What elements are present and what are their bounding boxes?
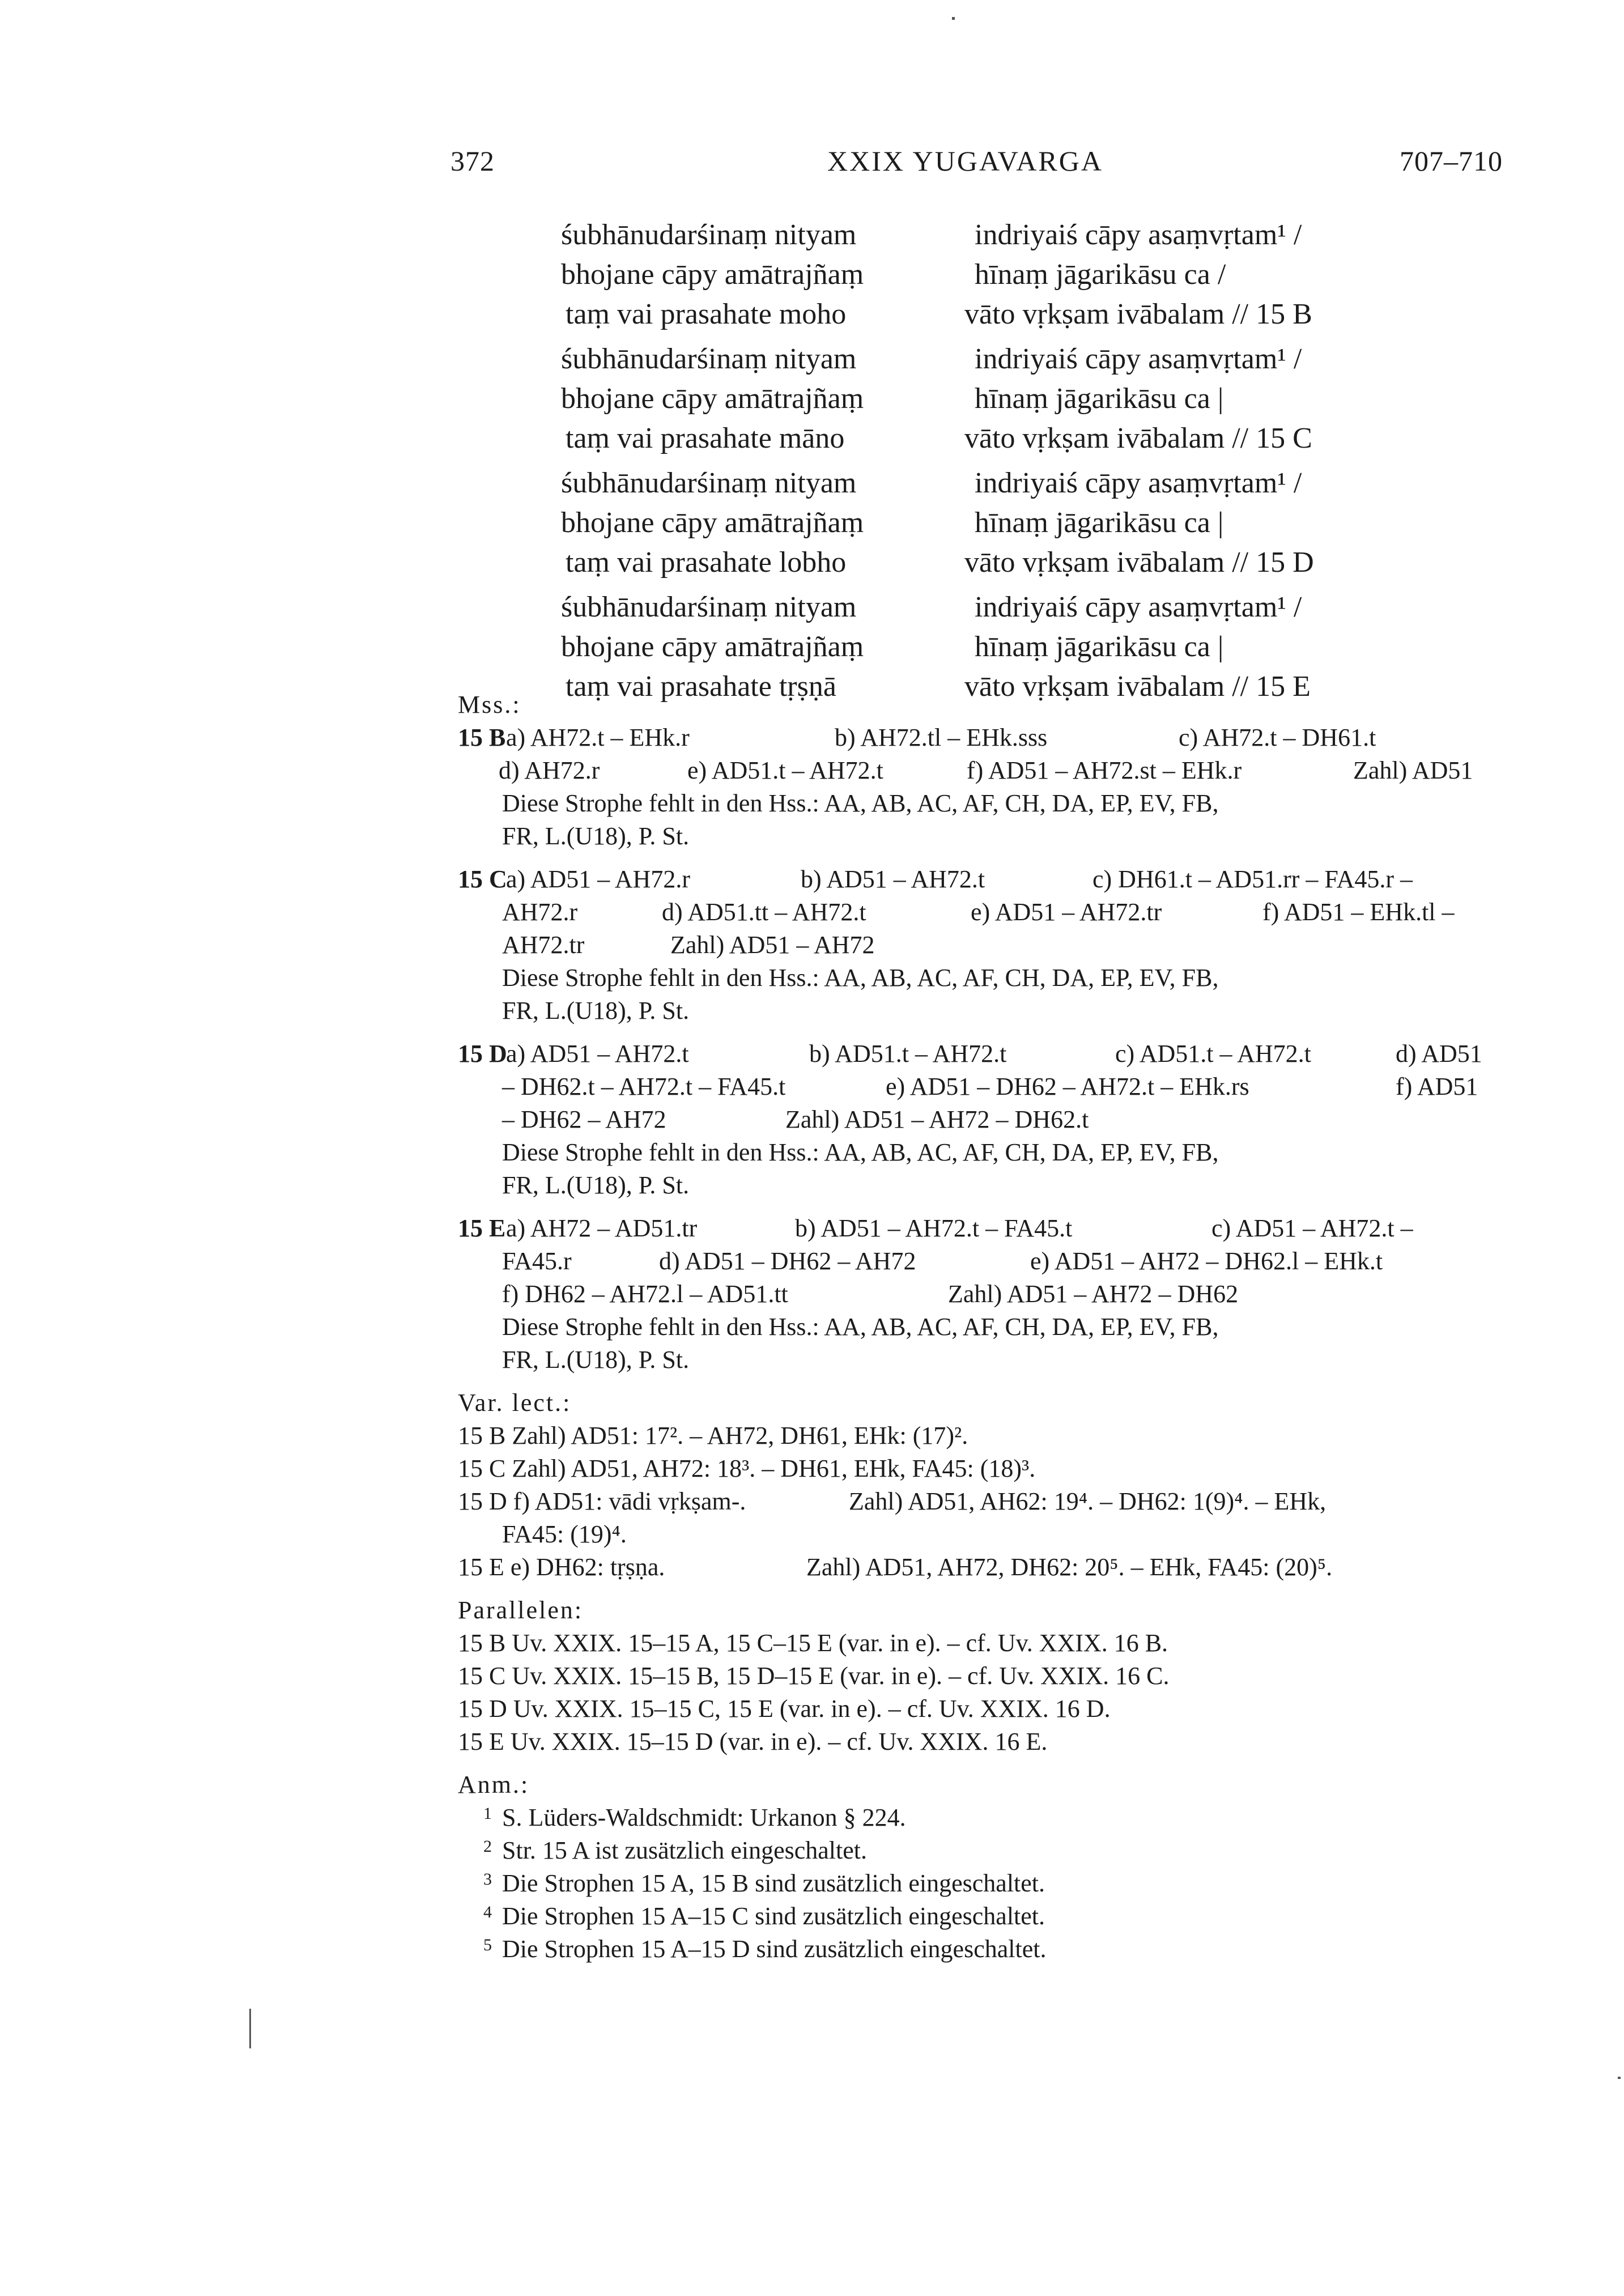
witness: e) AD51.t – AH72.t: [687, 756, 883, 784]
missing-note: Diese Strophe fehlt in den Hss.: AA, AB, AC, AF, CH, DA, EP, EV, FB,: [502, 1313, 1219, 1341]
verse-line-left: bhojane cāpy amātrajñaṃ: [561, 631, 864, 663]
verse-line-right: hīnaṃ jāgarikāsu ca /: [975, 258, 1226, 291]
verse-line-right: indriyaiś cāpy asaṃvṛtam¹ /: [975, 591, 1302, 623]
verse-line-right: indriyaiś cāpy asaṃvṛtam¹ /: [975, 467, 1302, 499]
missing-note: FR, L.(U18), P. St.: [502, 822, 690, 850]
missing-note: FR, L.(U18), P. St.: [502, 1346, 690, 1374]
witness: e) AD51 – AH72.tr: [971, 898, 1162, 926]
missing-note: FR, L.(U18), P. St.: [502, 997, 690, 1024]
mss-entry-15c: [458, 863, 1523, 1027]
witness: c) AH72.t – DH61.t: [1179, 724, 1376, 751]
witness: f) AD51 – EHk.tl –: [1262, 898, 1455, 926]
footnote-number: 1: [483, 1804, 492, 1823]
verse-block: [561, 215, 1524, 712]
scan-mark: [1618, 2077, 1621, 2079]
verse-line-left: bhojane cāpy amātrajñaṃ: [561, 382, 864, 415]
parallel-line: 15 C Uv. XXIX. 15–15 B, 15 D–15 E (var. in e). – cf. Uv. XXIX. 16 C.: [458, 1662, 1170, 1690]
verse-line-right: vāto vṛkṣam ivābalam // 15 E: [964, 670, 1311, 703]
critical-apparatus: [458, 688, 1523, 1976]
verse-line-left: śubhānudarśinaṃ nityam: [561, 343, 857, 375]
chapter-title: XXIX YUGAVARGA: [827, 145, 1103, 177]
verse-15d: [561, 464, 1524, 582]
witness: f) DH62 – AH72.l – AD51.tt: [502, 1280, 788, 1308]
missing-note: Diese Strophe fehlt in den Hss.: AA, AB, AC, AF, CH, DA, EP, EV, FB,: [502, 789, 1219, 817]
verse-line-right: hīnaṃ jāgarikāsu ca |: [975, 507, 1224, 539]
witness: d) AD51 – DH62 – AH72: [659, 1247, 916, 1275]
variant-line: Zahl) AD51, AH62: 19⁴. – DH62: 1(9)⁴. – EHk,: [849, 1487, 1327, 1515]
witness: AH72.r: [502, 898, 578, 926]
witness: AH72.tr: [502, 931, 585, 959]
anm-heading: Anm.:: [458, 1771, 530, 1798]
footnote-text: Str. 15 A ist zusätzlich eingeschaltet.: [502, 1836, 867, 1864]
verse-15b: [561, 215, 1524, 334]
parallel-line: 15 E Uv. XXIX. 15–15 D (var. in e). – cf. Uv. XXIX. 16 E.: [458, 1728, 1048, 1755]
variant-line: 15 C Zahl) AD51, AH72: 18³. – DH61, EHk, FA45: (18)³.: [458, 1455, 1036, 1482]
witness: a) AD51 – AH72.t: [506, 1040, 689, 1068]
witness: Zahl) AD51 – AH72 – DH62.t: [785, 1106, 1089, 1133]
page-number: 372: [450, 145, 495, 177]
witness: Zahl) AD51 – AH72 – DH62: [948, 1280, 1239, 1308]
verse-line-right: hīnaṃ jāgarikāsu ca |: [975, 382, 1224, 415]
witness: c) AD51.t – AH72.t: [1115, 1040, 1311, 1068]
verse-line-right: hīnaṃ jāgarikāsu ca |: [975, 631, 1224, 663]
witness: FA45.r: [502, 1247, 572, 1275]
scan-mark: [249, 2009, 251, 2048]
footnote-text: Die Strophen 15 A, 15 B sind zusätzlich eingeschaltet.: [502, 1869, 1045, 1897]
scan-mark: [952, 17, 955, 20]
mss-entry-15b: [458, 721, 1523, 853]
verse-line-left: bhojane cāpy amātrajñaṃ: [561, 258, 864, 291]
missing-note: FR, L.(U18), P. St.: [502, 1171, 690, 1199]
verse-line-left: śubhānudarśinaṃ nityam: [561, 591, 857, 623]
witness: – DH62 – AH72: [502, 1106, 666, 1133]
verse-range: 707–710: [1400, 145, 1503, 177]
verse-line-left: bhojane cāpy amātrajñaṃ: [561, 507, 864, 539]
witness: b) AD51 – AH72.t – FA45.t: [795, 1214, 1073, 1242]
footnote-text: Die Strophen 15 A–15 C sind zusätzlich eingeschaltet.: [502, 1902, 1045, 1930]
footnote-number: 5: [483, 1936, 492, 1954]
verse-line-left: śubhānudarśinaṃ nityam: [561, 467, 857, 499]
footnote-number: 3: [483, 1870, 492, 1889]
parallelen-block: [458, 1627, 1523, 1758]
entry-label: 15 E: [458, 1214, 506, 1242]
witness: b) AH72.tl – EHk.sss: [835, 724, 1048, 751]
variant-line: 15 D f) AD51: vādi vṛkṣam-.: [458, 1487, 746, 1515]
witness: Zahl) AD51 – AH72: [670, 931, 875, 959]
parallelen-heading: Parallelen:: [458, 1596, 584, 1624]
witness: a) AD51 – AH72.r: [506, 865, 691, 893]
variant-line: 15 E e) DH62: tṛṣṇa.: [458, 1553, 665, 1581]
verse-line-left: taṃ vai prasahate moho: [566, 298, 847, 330]
witness: d) AD51.tt – AH72.t: [662, 898, 866, 926]
missing-note: Diese Strophe fehlt in den Hss.: AA, AB, AC, AF, CH, DA, EP, EV, FB,: [502, 1138, 1219, 1166]
witness: – DH62.t – AH72.t – FA45.t: [502, 1073, 786, 1100]
verse-15c: [561, 339, 1524, 458]
witness: b) AD51 – AH72.t: [801, 865, 985, 893]
verse-line-left: taṃ vai prasahate māno: [566, 422, 845, 454]
verse-line-left: taṃ vai prasahate tṛṣṇā: [566, 670, 836, 703]
witness: b) AD51.t – AH72.t: [809, 1040, 1007, 1068]
anm-block: [458, 1801, 1523, 1966]
witness: e) AD51 – DH62 – AH72.t – EHk.rs: [886, 1073, 1249, 1100]
witness: a) AH72.t – EHk.r: [506, 724, 690, 751]
var-lect-heading: Var. lect.:: [458, 1389, 572, 1417]
mss-heading: Mss.:: [458, 691, 521, 718]
verse-line-right: indriyaiś cāpy asaṃvṛtam¹ /: [975, 219, 1302, 251]
footnote-number: 2: [483, 1837, 492, 1856]
witness: a) AH72 – AD51.tr: [506, 1214, 698, 1242]
verse-line-right: vāto vṛkṣam ivābalam // 15 C: [964, 422, 1312, 454]
variant-line: Zahl) AD51, AH72, DH62: 20⁵. – EHk, FA45: (20)⁵.: [806, 1553, 1333, 1581]
entry-label: 15 B: [458, 724, 506, 751]
witness: Zahl) AD51: [1353, 756, 1473, 784]
verse-line-right: indriyaiś cāpy asaṃvṛtam¹ /: [975, 343, 1302, 375]
parallel-line: 15 D Uv. XXIX. 15–15 C, 15 E (var. in e). – cf. Uv. XXIX. 16 D.: [458, 1695, 1111, 1723]
variant-line: 15 B Zahl) AD51: 17². – AH72, DH61, EHk: (17)².: [458, 1422, 968, 1449]
verse-line-right: vāto vṛkṣam ivābalam // 15 D: [964, 546, 1314, 579]
mss-entry-15e: [458, 1212, 1523, 1376]
witness: d) AH72.r: [499, 756, 600, 784]
mss-entry-15d: [458, 1038, 1523, 1202]
witness: f) AD51 – AH72.st – EHk.r: [967, 756, 1242, 784]
witness: f) AD51: [1396, 1073, 1478, 1100]
verse-line-left: taṃ vai prasahate lobho: [566, 546, 847, 579]
witness: e) AD51 – AH72 – DH62.l – EHk.t: [1030, 1247, 1383, 1275]
witness: c) DH61.t – AD51.rr – FA45.r –: [1092, 865, 1413, 893]
footnote-text: S. Lüders-Waldschmidt: Urkanon § 224.: [502, 1804, 906, 1831]
footnote-text: Die Strophen 15 A–15 D sind zusätzlich eingeschaltet.: [502, 1935, 1047, 1963]
verse-line-left: śubhānudarśinaṃ nityam: [561, 219, 857, 251]
verse-line-right: vāto vṛkṣam ivābalam // 15 B: [964, 298, 1312, 330]
variant-line: FA45: (19)⁴.: [502, 1520, 627, 1548]
footnote-number: 4: [483, 1903, 492, 1921]
entry-label: 15 C: [458, 865, 507, 893]
parallel-line: 15 B Uv. XXIX. 15–15 A, 15 C–15 E (var. in e). – cf. Uv. XXIX. 16 B.: [458, 1629, 1168, 1657]
witness: c) AD51 – AH72.t –: [1211, 1214, 1413, 1242]
entry-label: 15 D: [458, 1040, 507, 1068]
var-lect-block: [458, 1419, 1523, 1584]
witness: d) AD51: [1396, 1040, 1482, 1068]
missing-note: Diese Strophe fehlt in den Hss.: AA, AB, AC, AF, CH, DA, EP, EV, FB,: [502, 964, 1219, 992]
